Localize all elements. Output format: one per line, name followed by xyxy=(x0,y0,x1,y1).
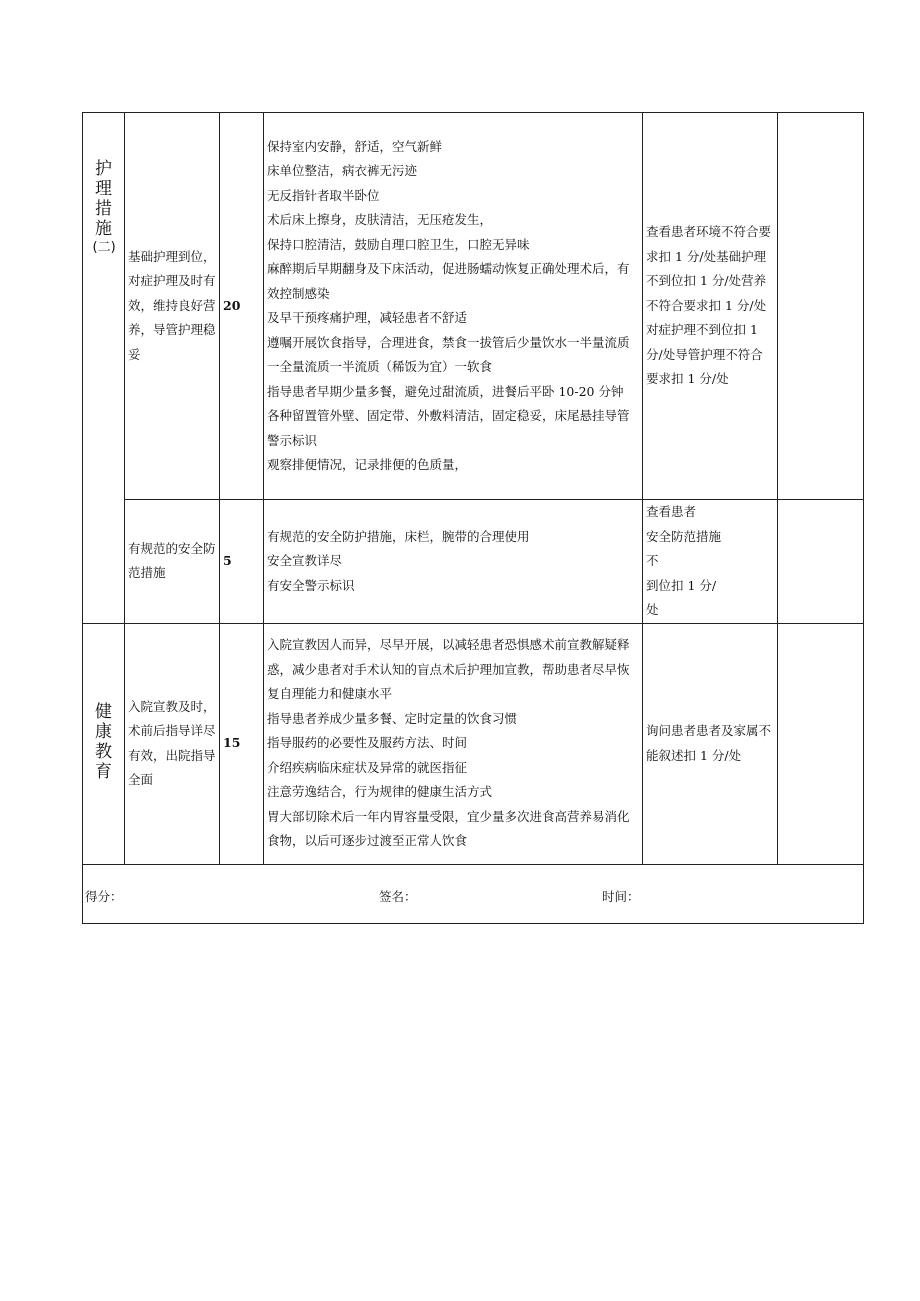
score-label: 得分： xyxy=(85,888,123,904)
deduction-line: 不 xyxy=(646,553,659,568)
item-text: 入院宣教及时，术前后指导详尽有效，出院指导全面 xyxy=(128,698,216,787)
category-nursing-measures xyxy=(93,159,115,257)
remark-cell xyxy=(778,623,864,864)
table-row xyxy=(83,113,864,500)
score-cell xyxy=(220,623,264,864)
evaluation-table xyxy=(82,112,864,924)
table-row xyxy=(83,500,864,624)
time-label: 时间： xyxy=(602,888,640,904)
footer-cell xyxy=(83,864,864,923)
category-health-education: 健康教育 xyxy=(95,701,112,782)
standard-line: 术后床上擦身，皮肤清洁，无压疮发生， xyxy=(267,212,493,227)
standard-line: 安全宣教详尽 xyxy=(267,553,343,568)
standard-line: 指导患者养成少量多餐、定时定量的饮食习惯 xyxy=(267,710,518,726)
deduction-cell xyxy=(643,623,778,864)
item-cell xyxy=(125,500,220,624)
standard-line: 有规范的安全防护措施，床栏，腕带的合理使用 xyxy=(267,528,530,544)
deduction-text: 询问患者患者及家属不能叙述扣 1 分/处 xyxy=(646,723,772,763)
score-value: 5 xyxy=(223,553,232,568)
standard-line: 麻醉期后早期翻身及下床活动，促进肠蠕动恢复正确处理术后，有效控制感染 xyxy=(267,261,630,301)
category-cell xyxy=(83,113,125,624)
footer-row xyxy=(83,864,864,923)
standard-line: 指导服药的必要性及服药方法、时间 xyxy=(267,735,468,751)
standard-line: 床单位整洁，病衣裤无污迹 xyxy=(267,163,418,178)
standard-line: 介绍疾病临床症状及异常的就医指征 xyxy=(267,759,468,775)
score-cell xyxy=(220,113,264,500)
deduction-line: 查看患者 xyxy=(646,504,697,519)
standard-line: 胃大部切除术后一年内胃容量受限，宜少量多次进食高营养易消化食物，以后可逐步过渡至正常人饮食 xyxy=(267,808,630,849)
standard-line: 有安全警示标识 xyxy=(267,577,355,593)
category-sub-label: (二) xyxy=(92,240,116,255)
standards-cell xyxy=(264,113,643,500)
item-cell xyxy=(125,113,220,500)
signature-label: 签名： xyxy=(379,888,417,904)
item-text: 有规范的安全防范措施 xyxy=(128,540,216,581)
deduction-text: 查看患者环境不符合要求扣 1 分/处基础护理不到位扣 1 分/处营养不符合要求扣 1 分/处对症护理不到位扣 1 分/处导管护理不符合要求扣 1 分/处 xyxy=(646,224,772,387)
category-cell xyxy=(83,623,125,864)
standard-line: 及早干预疼痛护理，减轻患者不舒适 xyxy=(267,310,468,325)
remark-cell xyxy=(778,500,864,624)
item-cell xyxy=(125,623,220,864)
remark-cell xyxy=(778,113,864,500)
standard-line: 注意劳逸结合，行为规律的健康生活方式 xyxy=(267,784,493,800)
standard-line: 遵嘱开展饮食指导，合理进食，禁食一拔管后少量饮水一半量流质一全量流质一半流质（稀饭为宜）一软食 xyxy=(267,334,630,374)
deduction-line: 到位扣 1 分/ xyxy=(646,577,717,593)
standards-cell xyxy=(264,500,643,624)
score-cell xyxy=(220,500,264,624)
category-label: 护理措施 xyxy=(95,159,112,239)
score-value: 20 xyxy=(223,297,241,313)
table-row xyxy=(83,623,864,864)
standard-line: 观察排便情况，记录排便的色质量， xyxy=(267,457,468,472)
standards-cell xyxy=(264,623,643,864)
standard-line: 保持室内安静，舒适，空气新鲜 xyxy=(267,138,443,154)
deduction-cell xyxy=(643,500,778,624)
item-text: 基础护理到位，对症护理及时有效，维持良好营养，导管护理稳妥 xyxy=(128,248,216,362)
standard-line: 保持口腔清洁，鼓励自理口腔卫生，口腔无异味 xyxy=(267,236,530,252)
standard-line: 指导患者早期少量多餐，避免过甜流质，进餐后平卧 10-20 分钟 xyxy=(267,383,624,399)
standard-line: 各种留置管外壁、固定带、外敷料清洁，固定稳妥，床尾悬挂导管警示标识 xyxy=(267,408,630,448)
deduction-line: 处 xyxy=(646,602,659,617)
deduction-cell xyxy=(643,113,778,500)
standard-line: 无反指针者取半卧位 xyxy=(267,187,380,203)
score-value: 15 xyxy=(223,735,241,751)
standard-line: 入院宣教因人而异，尽早开展，以减轻患者恐惧感术前宣教解疑释惑，减少患者对手术认知的盲点术后护理加宣教，帮助患者尽早恢复自理能力和健康水平 xyxy=(267,637,630,702)
deduction-line: 安全防范措施 xyxy=(646,528,722,544)
